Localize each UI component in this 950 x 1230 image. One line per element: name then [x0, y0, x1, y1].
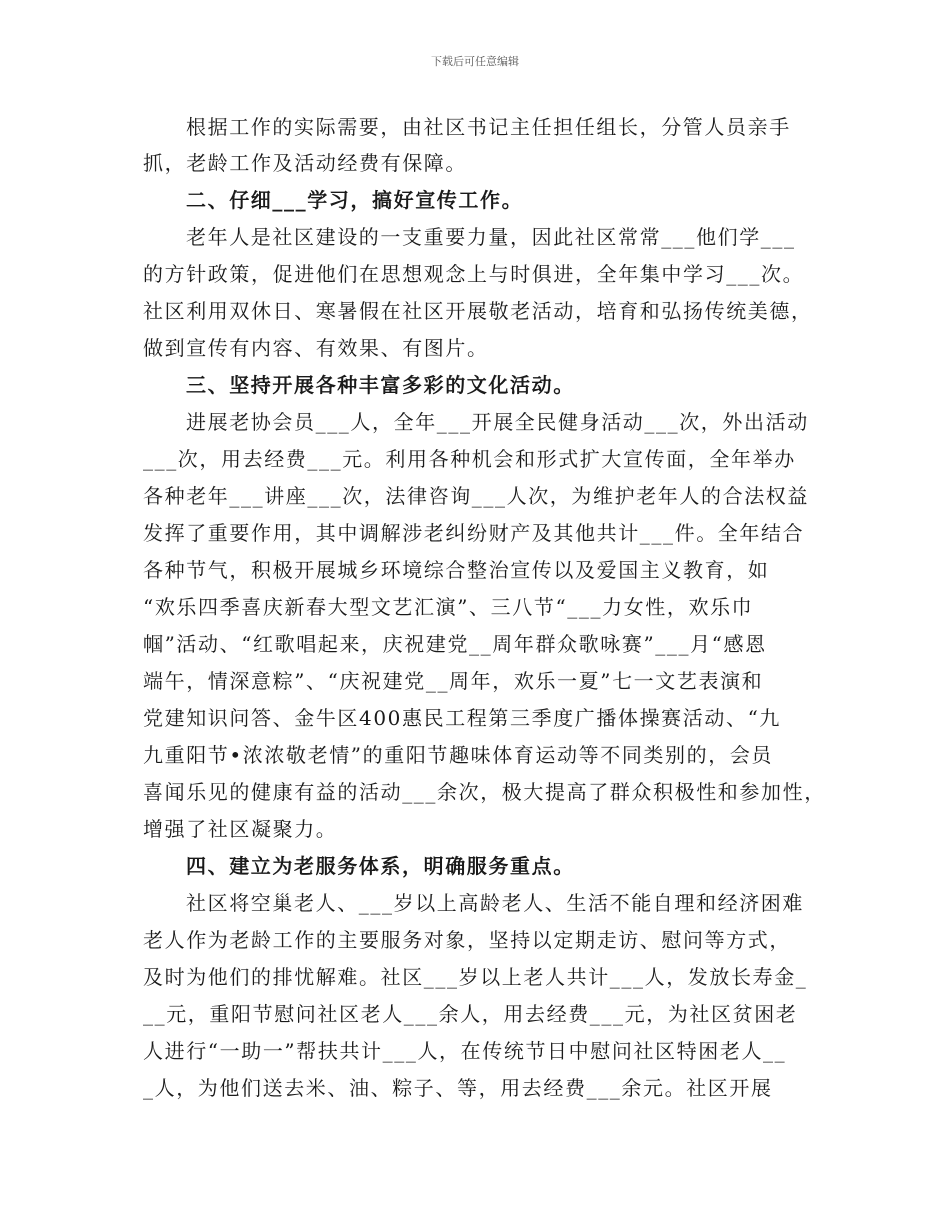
paragraph-line: 喜闻乐见的健康有益的活动___余次，极大提高了群众积极性和参加性，	[143, 780, 826, 804]
paragraph-line: 的方针政策，促进他们在思想观念上与时俱进，全年集中学习___次。	[143, 262, 805, 286]
paragraph-line: 各种节气，积极开展城乡环境综合整治宣传以及爱国主义教育，如	[143, 558, 770, 582]
paragraph-line: 老年人是社区建设的一支重要力量，因此社区常常___他们学___	[186, 225, 796, 249]
section-heading: 四、建立为老服务体系，明确服务重点。	[186, 854, 575, 878]
paragraph-line: 根据工作的实际需要，由社区书记主任担任组长，分管人员亲手	[186, 115, 791, 139]
paragraph-line: 党建知识问答、金牛区400惠民工程第三季度广播体操赛活动、“九	[143, 706, 781, 730]
paragraph-line: 做到宣传有内容、有效果、有图片。	[143, 336, 489, 360]
paragraph-line: 增强了社区凝聚力。	[143, 817, 338, 841]
paragraph-line: _人，为他们送去米、油、粽子、等，用去经费___余元。社区开展	[143, 1076, 773, 1100]
section-heading: 二、仔细___学习，搞好宣传工作。	[186, 188, 524, 212]
paragraph-line: __元，重阳节慰问社区老人___余人，用去经费___元，为社区贫困老	[143, 1002, 798, 1026]
paragraph-line: 帼”活动、“红歌唱起来，庆祝建党__周年群众歌咏赛”___月“感恩	[143, 632, 767, 656]
page-header: 下载后可任意编辑	[431, 55, 519, 68]
paragraph-line: 端午，情深意粽”、“庆祝建党__周年，欢乐一夏”七一文艺表演和	[143, 669, 764, 693]
paragraph-line: ___次，用去经费___元。利用各种机会和形式扩大宣传面，全年举办	[143, 447, 796, 471]
paragraph-line: 社区将空巢老人、___岁以上高龄老人、生活不能自理和经济困难	[186, 891, 804, 915]
paragraph-line: 九重阳节•浓浓敬老情”的重阳节趣味体育运动等不同类别的，会员	[143, 743, 774, 767]
paragraph-line: 发挥了重要作用，其中调解涉老纠纷财产及其他共计___件。全年结合	[143, 521, 805, 545]
section-heading: 三、坚持开展各种丰富多彩的文化活动。	[186, 373, 575, 397]
paragraph-line: 抓，老龄工作及活动经费有保障。	[143, 151, 467, 175]
paragraph-line: 人进行“一助一”帮扶共计___人，在传统节日中慰问社区特困老人__	[143, 1039, 787, 1063]
paragraph-line: 社区利用双休日、寒暑假在社区开展敬老活动，培育和弘扬传统美德，	[143, 299, 813, 323]
paragraph-line: 老人作为老龄工作的主要服务对象，坚持以定期走访、慰问等方式，	[143, 928, 791, 952]
paragraph-line: 及时为他们的排忧解难。社区___岁以上老人共计___人，发放长寿金_	[143, 965, 808, 989]
paragraph-line: “欢乐四季喜庆新春大型文艺汇演”、三八节“___力女性，欢乐巾	[143, 595, 754, 619]
paragraph-line: 进展老协会员___人，全年___开展全民健身活动___次，外出活动	[186, 410, 809, 434]
paragraph-line: 各种老年___讲座___次，法律咨询___人次，为维护老年人的合法权益	[143, 484, 809, 508]
